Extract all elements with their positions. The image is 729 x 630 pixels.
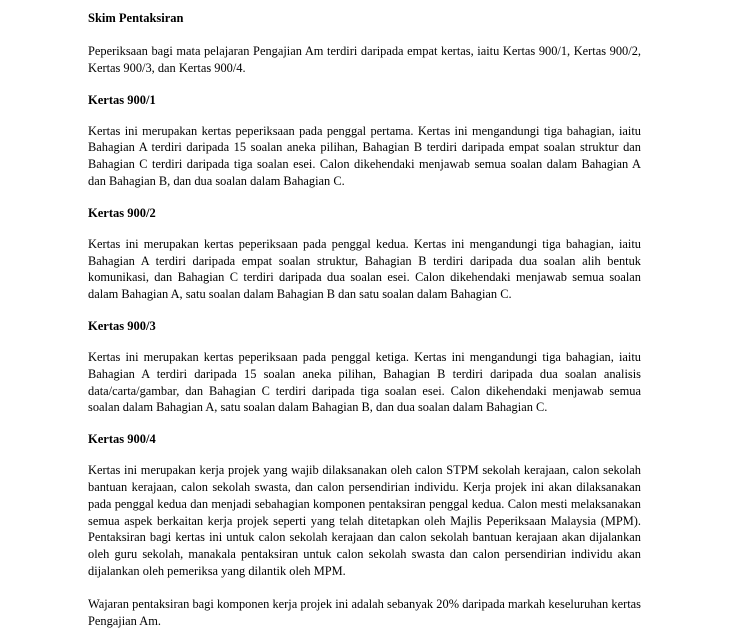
section-body-900-1: Kertas ini merupakan kertas peperiksaan pada penggal pertama. Kertas ini mengandungi tiga bahagian, iaitu Bahagian A terdiri daripada 15 soalan aneka pilihan, Bahagian B terdiri daripada empat soalan struktur dan Bahagian C terdiri daripada tiga soalan esei. Calon dikehendaki menjawab semua soalan dalam Bahagian A dan Bahagian B, dan dua soalan dalam Bahagian C.	[88, 123, 641, 188]
document-page	[88, 10, 641, 629]
section-body-900-4: Kertas ini merupakan kerja projek yang wajib dilaksanakan oleh calon STPM sekolah kerajaan, calon sekolah bantuan kerajaan, calon sekolah swasta, dan calon persendirian individu. Kerja projek ini akan dilaksanakan pada penggal kedua dan menjadi sebahagian komponen pentaksiran penggal kedua. Calon mesti melaksanakan semua aspek berkaitan kerja projek seperti yang telah ditetapkan oleh Majlis Peperiksaan Malaysia (MPM). Pentaksiran bagi kertas ini untuk calon sekolah kerajaan dan calon sekolah bantuan kerajaan akan dijalankan oleh guru sekolah, manakala pentaksiran untuk calon sekolah swasta dan calon persendirian individu akan dijalankan oleh pemeriksa yang dilantik oleh MPM.	[88, 463, 641, 578]
section-heading-900-3: Kertas 900/3	[88, 318, 156, 333]
section-body-900-3: Kertas ini merupakan kertas peperiksaan pada penggal ketiga. Kertas ini mengandungi tiga bahagian, iaitu Bahagian A terdiri daripada 15 soalan aneka pilihan, Bahagian B terdiri daripada dua soalan analisis data/carta/gambar, dan Bahagian C terdiri daripada tiga soalan esei. Calon dikehendaki menjawab semua soalan dalam Bahagian A, satu soalan dalam Bahagian B, dan dua soalan dalam Bahagian C.	[88, 349, 641, 415]
section-heading-900-2: Kertas 900/2	[88, 205, 156, 220]
intro-paragraph: Peperiksaan bagi mata pelajaran Pengajian Am terdiri daripada empat kertas, iaitu Kertas 900/1, Kertas 900/2, Kertas 900/3, dan Kertas 900/4.	[88, 44, 641, 75]
section-heading-900-4: Kertas 900/4	[88, 432, 156, 447]
section-body-900-4-weighting: Wajaran pentaksiran bagi komponen kerja projek ini adalah sebanyak 20% daripada markah keseluruhan kertas Pengajian Am.	[88, 596, 641, 628]
section-body-900-2: Kertas ini merupakan kertas peperiksaan pada penggal kedua. Kertas ini mengandungi tiga bahagian, iaitu Bahagian A terdiri daripada empat soalan struktur, Bahagian B terdiri daripada dua soalan alih bentuk komunikasi, dan Bahagian C terdiri daripada dua soalan esei. Calon dikehendaki menjawab semua soalan dalam Bahagian A, satu soalan dalam Bahagian B dan satu soalan dalam Bahagian C.	[88, 236, 641, 302]
document-title: Skim Pentaksiran	[88, 11, 184, 25]
section-heading-900-1: Kertas 900/1	[88, 92, 156, 107]
